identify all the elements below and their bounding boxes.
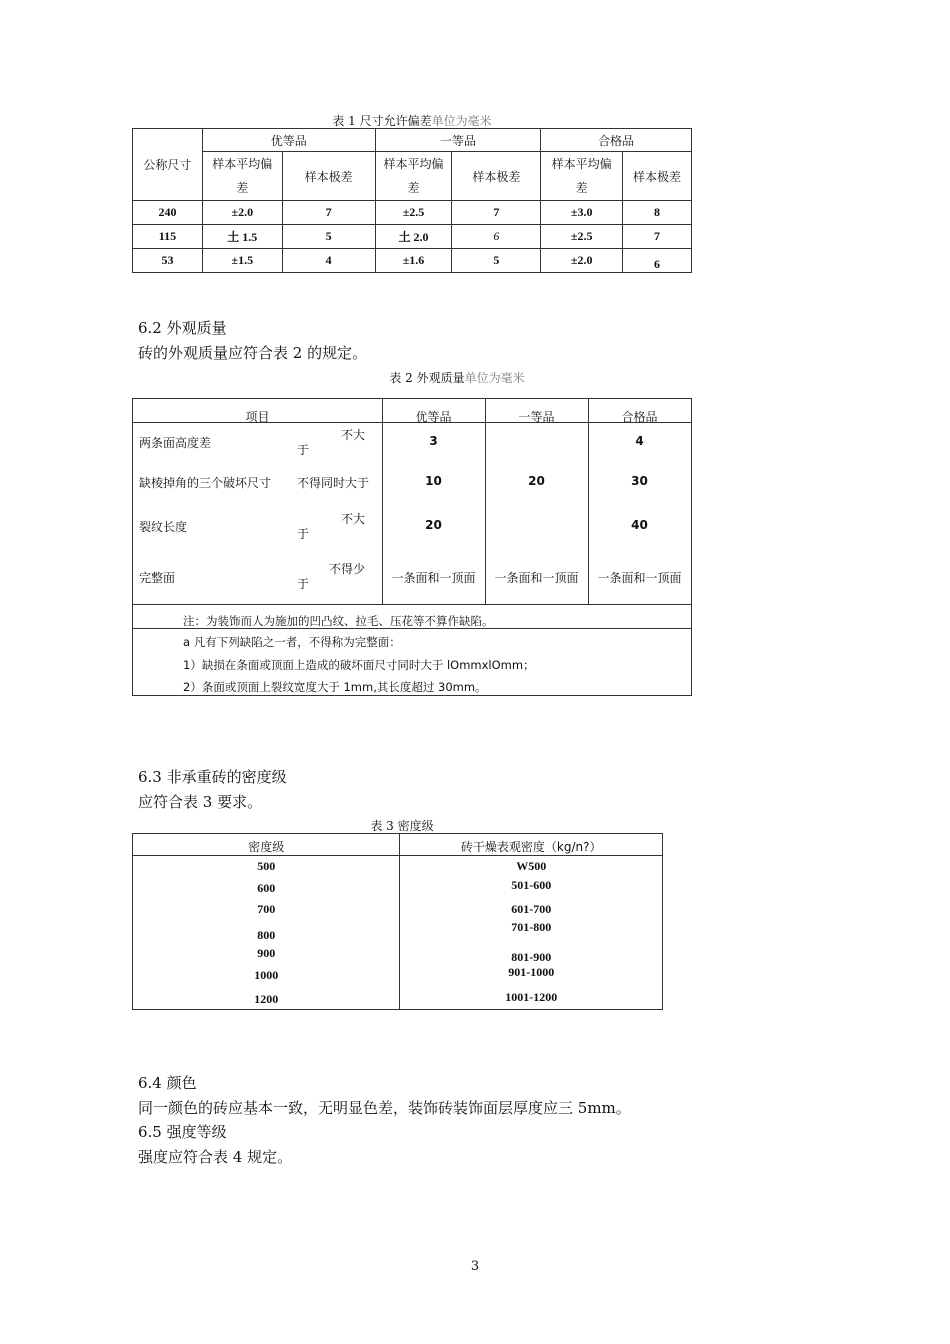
table1-cell: 6 bbox=[452, 225, 541, 249]
table3-cell: 600 bbox=[133, 878, 400, 899]
table3-cell: 500 bbox=[133, 856, 400, 878]
table2-header-item: 项目 bbox=[245, 410, 270, 424]
table2-value: 一条面和一顶面 bbox=[391, 571, 476, 585]
table1-cell: ±2.0 bbox=[202, 201, 282, 225]
table3-cell: 801-900 bbox=[511, 949, 552, 964]
table1-cell: 7 bbox=[623, 225, 692, 249]
table-row bbox=[133, 899, 663, 920]
table2-condition bbox=[297, 562, 369, 592]
table1-cell: 115 bbox=[133, 225, 203, 249]
table1-cell: ±1.6 bbox=[375, 249, 452, 273]
table2-value: 20 bbox=[425, 518, 442, 532]
table1-cell: 5 bbox=[282, 225, 375, 249]
table2-item: 缺棱掉角的三个破坏尺寸 bbox=[139, 476, 272, 490]
table-row bbox=[133, 965, 663, 986]
table-row bbox=[133, 249, 692, 273]
table3-caption: 表 3 密度级 bbox=[370, 819, 434, 833]
table3 bbox=[132, 833, 663, 1010]
table2-condition bbox=[297, 428, 365, 458]
table1-sub-range: 样本极差 bbox=[623, 152, 692, 201]
table3-cell: 800 bbox=[133, 920, 400, 943]
table2-footnote-2: 2）条面或顶面上裂纹宽度大于 1mm,其长度超过 30mm。 bbox=[183, 680, 487, 694]
table1-sub-avg: 样本平均偏差 bbox=[375, 152, 452, 201]
table-row bbox=[133, 943, 663, 965]
page-number: 3 bbox=[470, 1259, 480, 1274]
table1-cell: 7 bbox=[452, 201, 541, 225]
table1-cell: 53 bbox=[133, 249, 203, 273]
table2-value: 3 bbox=[429, 434, 438, 448]
table2-value: 10 bbox=[425, 474, 442, 488]
table1-cell: 8 bbox=[623, 201, 692, 225]
table2-header-grade1: 优等品 bbox=[415, 410, 452, 424]
table1-sub-avg: 样本平均偏差 bbox=[202, 152, 282, 201]
table3-cell: 701-800 bbox=[511, 919, 552, 934]
section-6-4-heading: 6.4 颜色 bbox=[138, 1074, 197, 1092]
table3-cell: 900 bbox=[133, 943, 400, 965]
table2-item: 完整面 bbox=[139, 571, 176, 585]
table3-cell: 700 bbox=[133, 899, 400, 920]
table2-condition-text: 不大于 bbox=[297, 428, 366, 457]
section-6-5-text: 强度应符合表 4 规定。 bbox=[138, 1148, 293, 1166]
table1 bbox=[132, 128, 692, 273]
table2-footnote-a: a 凡有下列缺陷之一者，不得称为完整面： bbox=[183, 635, 401, 649]
table2-header-grade2: 一等品 bbox=[518, 410, 555, 424]
table1-sub-avg: 样本平均偏差 bbox=[541, 152, 623, 201]
table1-cell: ±1.5 bbox=[202, 249, 282, 273]
table2-condition bbox=[297, 512, 365, 542]
table-row bbox=[133, 920, 663, 943]
table3-cell: W500 bbox=[516, 859, 547, 874]
table2-note: 注：为装饰而人为施加的凹凸纹、拉毛、压花等不算作缺陷。 bbox=[183, 614, 494, 628]
table2-value: 20 bbox=[528, 474, 545, 488]
table1-cell: 土 1.5 bbox=[202, 225, 282, 249]
table3-cell: 1001-1200 bbox=[505, 989, 558, 1004]
table3-cell: 601-700 bbox=[511, 901, 552, 916]
table2-caption bbox=[132, 369, 782, 386]
table1-cell: ±2.5 bbox=[541, 225, 623, 249]
table-row bbox=[133, 878, 663, 899]
table3-cell: 1000 bbox=[133, 965, 400, 986]
table1-cell: 7 bbox=[282, 201, 375, 225]
table1-cell: ±3.0 bbox=[541, 201, 623, 225]
table3-cell: 901-1000 bbox=[508, 964, 555, 979]
table2-caption-unit: 单位为毫米 bbox=[464, 371, 525, 385]
table1-group-2: 一等品 bbox=[375, 129, 541, 152]
table1-caption bbox=[132, 112, 692, 129]
table3-header-density: 砖干燥表观密度（kg/n?） bbox=[400, 834, 663, 856]
section-6-3-text: 应符合表 3 要求。 bbox=[138, 793, 263, 811]
table2-item: 裂纹长度 bbox=[139, 520, 188, 534]
table1-cell: ±2.5 bbox=[375, 201, 452, 225]
table1-caption-main: 表 1 尺寸允许偏差 bbox=[332, 114, 432, 128]
table1-cell: 240 bbox=[133, 201, 203, 225]
table1-sub-range: 样本极差 bbox=[282, 152, 375, 201]
table1-cell: 4 bbox=[282, 249, 375, 273]
table-row bbox=[133, 225, 692, 249]
table1-cell: 土 2.0 bbox=[375, 225, 452, 249]
table2 bbox=[132, 398, 692, 696]
section-6-2-heading: 6.2 外观质量 bbox=[138, 319, 227, 337]
table1-group-3: 合格品 bbox=[541, 129, 692, 152]
table1-cell: 5 bbox=[452, 249, 541, 273]
table1-col-nominal: 公称尺寸 bbox=[133, 129, 203, 201]
section-6-2-text: 砖的外观质量应符合表 2 的规定。 bbox=[138, 344, 368, 362]
table2-divider bbox=[133, 604, 691, 605]
table-row bbox=[133, 856, 663, 878]
table2-condition: 不得同时大于 bbox=[297, 476, 370, 490]
table1-group-1: 优等品 bbox=[202, 129, 375, 152]
table2-caption-main: 表 2 外观质量 bbox=[389, 371, 465, 385]
table2-value: 一条面和一顶面 bbox=[597, 571, 682, 585]
table3-cell: 501-600 bbox=[511, 877, 552, 892]
table3-header-grade: 密度级 bbox=[133, 834, 400, 856]
table2-condition-text: 不大于 bbox=[297, 512, 366, 541]
table1-caption-unit: 单位为毫米 bbox=[431, 114, 492, 128]
table2-value: 40 bbox=[631, 518, 648, 532]
table1-sub-range: 样本极差 bbox=[452, 152, 541, 201]
section-6-3-heading: 6.3 非承重砖的密度级 bbox=[138, 768, 287, 786]
table2-item: 两条面高度差 bbox=[139, 436, 212, 450]
table-row bbox=[133, 986, 663, 1010]
table2-footnote-1: 1）缺损在条面或顶面上造成的破坏面尺寸同时大于 lOmmxlOmm； bbox=[183, 658, 535, 672]
table3-cell: 1200 bbox=[133, 986, 400, 1010]
section-6-4-text: 同一颜色的砖应基本一致，无明显色差，装饰砖装饰面层厚度应三 5mm。 bbox=[138, 1099, 631, 1117]
table1-cell: ±2.0 bbox=[541, 249, 623, 273]
table2-value: 30 bbox=[631, 474, 648, 488]
table1-cell: 6 bbox=[623, 249, 692, 273]
table-row bbox=[133, 201, 692, 225]
table2-header-grade3: 合格品 bbox=[621, 410, 658, 424]
table2-condition-text: 不得少于 bbox=[297, 562, 366, 591]
table2-value: 4 bbox=[635, 434, 644, 448]
section-6-5-heading: 6.5 强度等级 bbox=[138, 1123, 227, 1141]
table2-value: 一条面和一顶面 bbox=[494, 571, 579, 585]
